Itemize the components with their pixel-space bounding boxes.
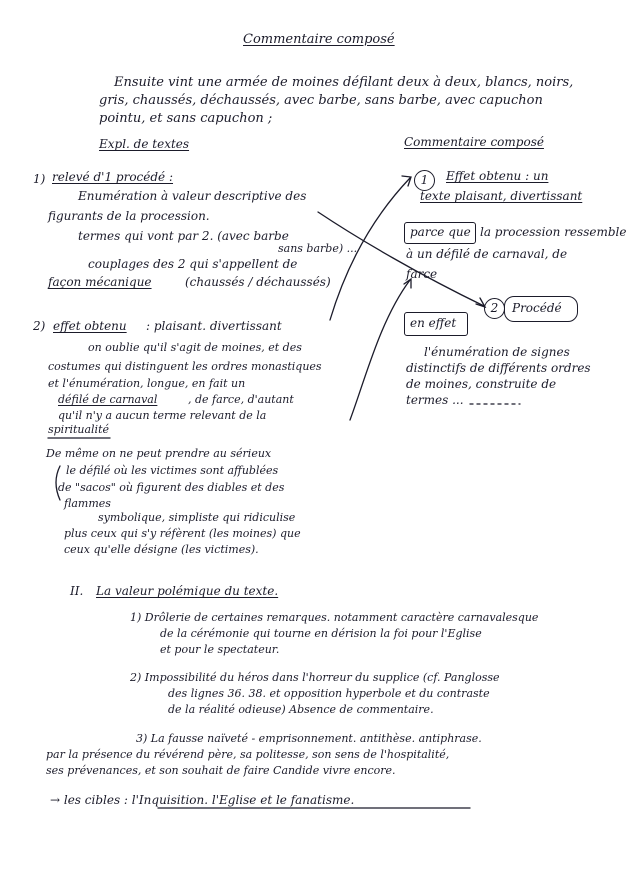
s2-line-1: on oublie qu'il s'agit de moines, et des — [88, 341, 302, 354]
s2-line-2: costumes qui distinguent les ordres monastiques — [48, 360, 322, 373]
meme-line-4: flammes — [64, 497, 111, 510]
right-procede-label: Procédé — [512, 301, 562, 315]
s2-title-rest: : plaisant. divertissant — [146, 319, 282, 333]
right-p2-line-2: distinctifs de différents ordres — [406, 361, 591, 375]
heading-right: Commentaire composé — [404, 135, 544, 149]
right-circle-1: 1 — [414, 170, 435, 191]
section2-item3-line-1: 3) La fausse naïveté - emprisonnement. antithèse. antiphrase. — [136, 732, 482, 745]
section2-item2-line-1: 2) Impossibilité du héros dans l'horreur du supplice (cf. Panglosse — [130, 671, 500, 684]
right-p2-line-1: l'énumération de signes — [424, 345, 570, 359]
s2-line-3: et l'énumération, longue, en fait un — [48, 377, 246, 390]
section2-targets: → les cibles : l'Inquisition. l'Eglise et le fanatisme. — [50, 793, 355, 807]
s1-line-3: termes qui vont par 2. (avec barbe — [78, 229, 289, 243]
s1-line-5: couplages des 2 qui s'appellent de — [88, 257, 298, 271]
s2-line-7: spiritualité — [48, 423, 110, 436]
s2-line-6: qu'il n'y a aucun terme relevant de la — [58, 409, 267, 422]
section2-item1-line-1: 1) Drôlerie de certaines remarques. notamment caractère carnavalesque — [130, 611, 539, 624]
right-p2-line-4: termes ... — [406, 393, 464, 407]
s1-title: relevé d'1 procédé : — [52, 170, 174, 184]
s1-line-1: Enumération à valeur descriptive des — [78, 189, 307, 203]
s1-line-6: façon mécanique — [48, 275, 152, 289]
arrow-s2-to-procede — [350, 280, 410, 420]
right-p1-rest-1: la procession ressemble — [480, 225, 627, 239]
section2-item1-line-3: et pour le spectateur. — [160, 643, 280, 656]
section2-item1-line-2: de la cérémonie qui tourne en dérision la foi pour l'Eglise — [160, 627, 482, 640]
s1-line-4: sans barbe) ... — [278, 242, 358, 255]
section2-item3-line-2: par la présence du révérend père, sa politesse, son sens de l'hospitalité, — [46, 748, 450, 761]
right-p1-line-2: texte plaisant, divertissant — [420, 189, 583, 203]
section2-number: II. — [70, 584, 84, 598]
intro-line-2: gris, chaussés, déchaussés, avec barbe, sans barbe, avec capuchon — [99, 93, 543, 108]
s2-title: effet obtenu — [53, 319, 127, 333]
right-p1-line-1: Effet obtenu : un — [446, 169, 549, 183]
meme-line-7: ceux qu'elle désigne (les victimes). — [64, 543, 259, 556]
intro-line-3: pointu, et sans capuchon ; — [99, 111, 273, 126]
section2-item2-line-2: des lignes 36. 38. et opposition hyperbole et du contraste — [168, 687, 490, 700]
section2-item3-line-3: ses prévenances, et son souhait de faire Candide vivre encore. — [46, 764, 396, 777]
section2-item2-line-3: de la réalité odieuse) Absence de commentaire. — [168, 703, 434, 716]
meme-line-2: le défilé où les victimes sont affublées — [66, 464, 279, 477]
s2-line-4: défilé de carnaval — [58, 393, 158, 406]
right-circle-2: 2 — [484, 298, 505, 319]
meme-line-6: plus ceux qui s'y réfèrent (les moines) que — [64, 527, 301, 540]
page-title: Commentaire composé — [243, 32, 395, 47]
section2-title: La valeur polémique du texte. — [96, 584, 279, 598]
s1-line-2: figurants de la procession. — [48, 209, 210, 223]
right-en-effet-label: en effet — [410, 316, 457, 330]
heading-left: Expl. de textes — [99, 137, 190, 151]
right-p2-line-3: de moines, construite de — [406, 377, 557, 391]
meme-line-3: de "sacos" où figurent des diables et des — [58, 481, 285, 494]
right-p1-rest-3: farce — [406, 267, 438, 281]
bracket-meme — [56, 466, 60, 500]
s2-line-5: , de farce, d'autant — [188, 393, 294, 406]
right-p1-rest-2: à un défilé de carnaval, de — [406, 247, 568, 261]
s2-number: 2) — [33, 319, 46, 333]
meme-line-1: De même on ne peut prendre au sérieux — [46, 447, 272, 460]
s1-line-7: (chaussés / déchaussés) — [185, 275, 331, 289]
meme-line-5: symbolique, simpliste qui ridiculise — [98, 511, 296, 524]
line-s1-to-procede — [318, 212, 484, 306]
s1-number: 1) — [33, 172, 46, 186]
right-p1-box-label: parce que — [410, 225, 471, 239]
intro-line-1: Ensuite vint une armée de moines défilant deux à deux, blancs, noirs, — [114, 75, 574, 90]
